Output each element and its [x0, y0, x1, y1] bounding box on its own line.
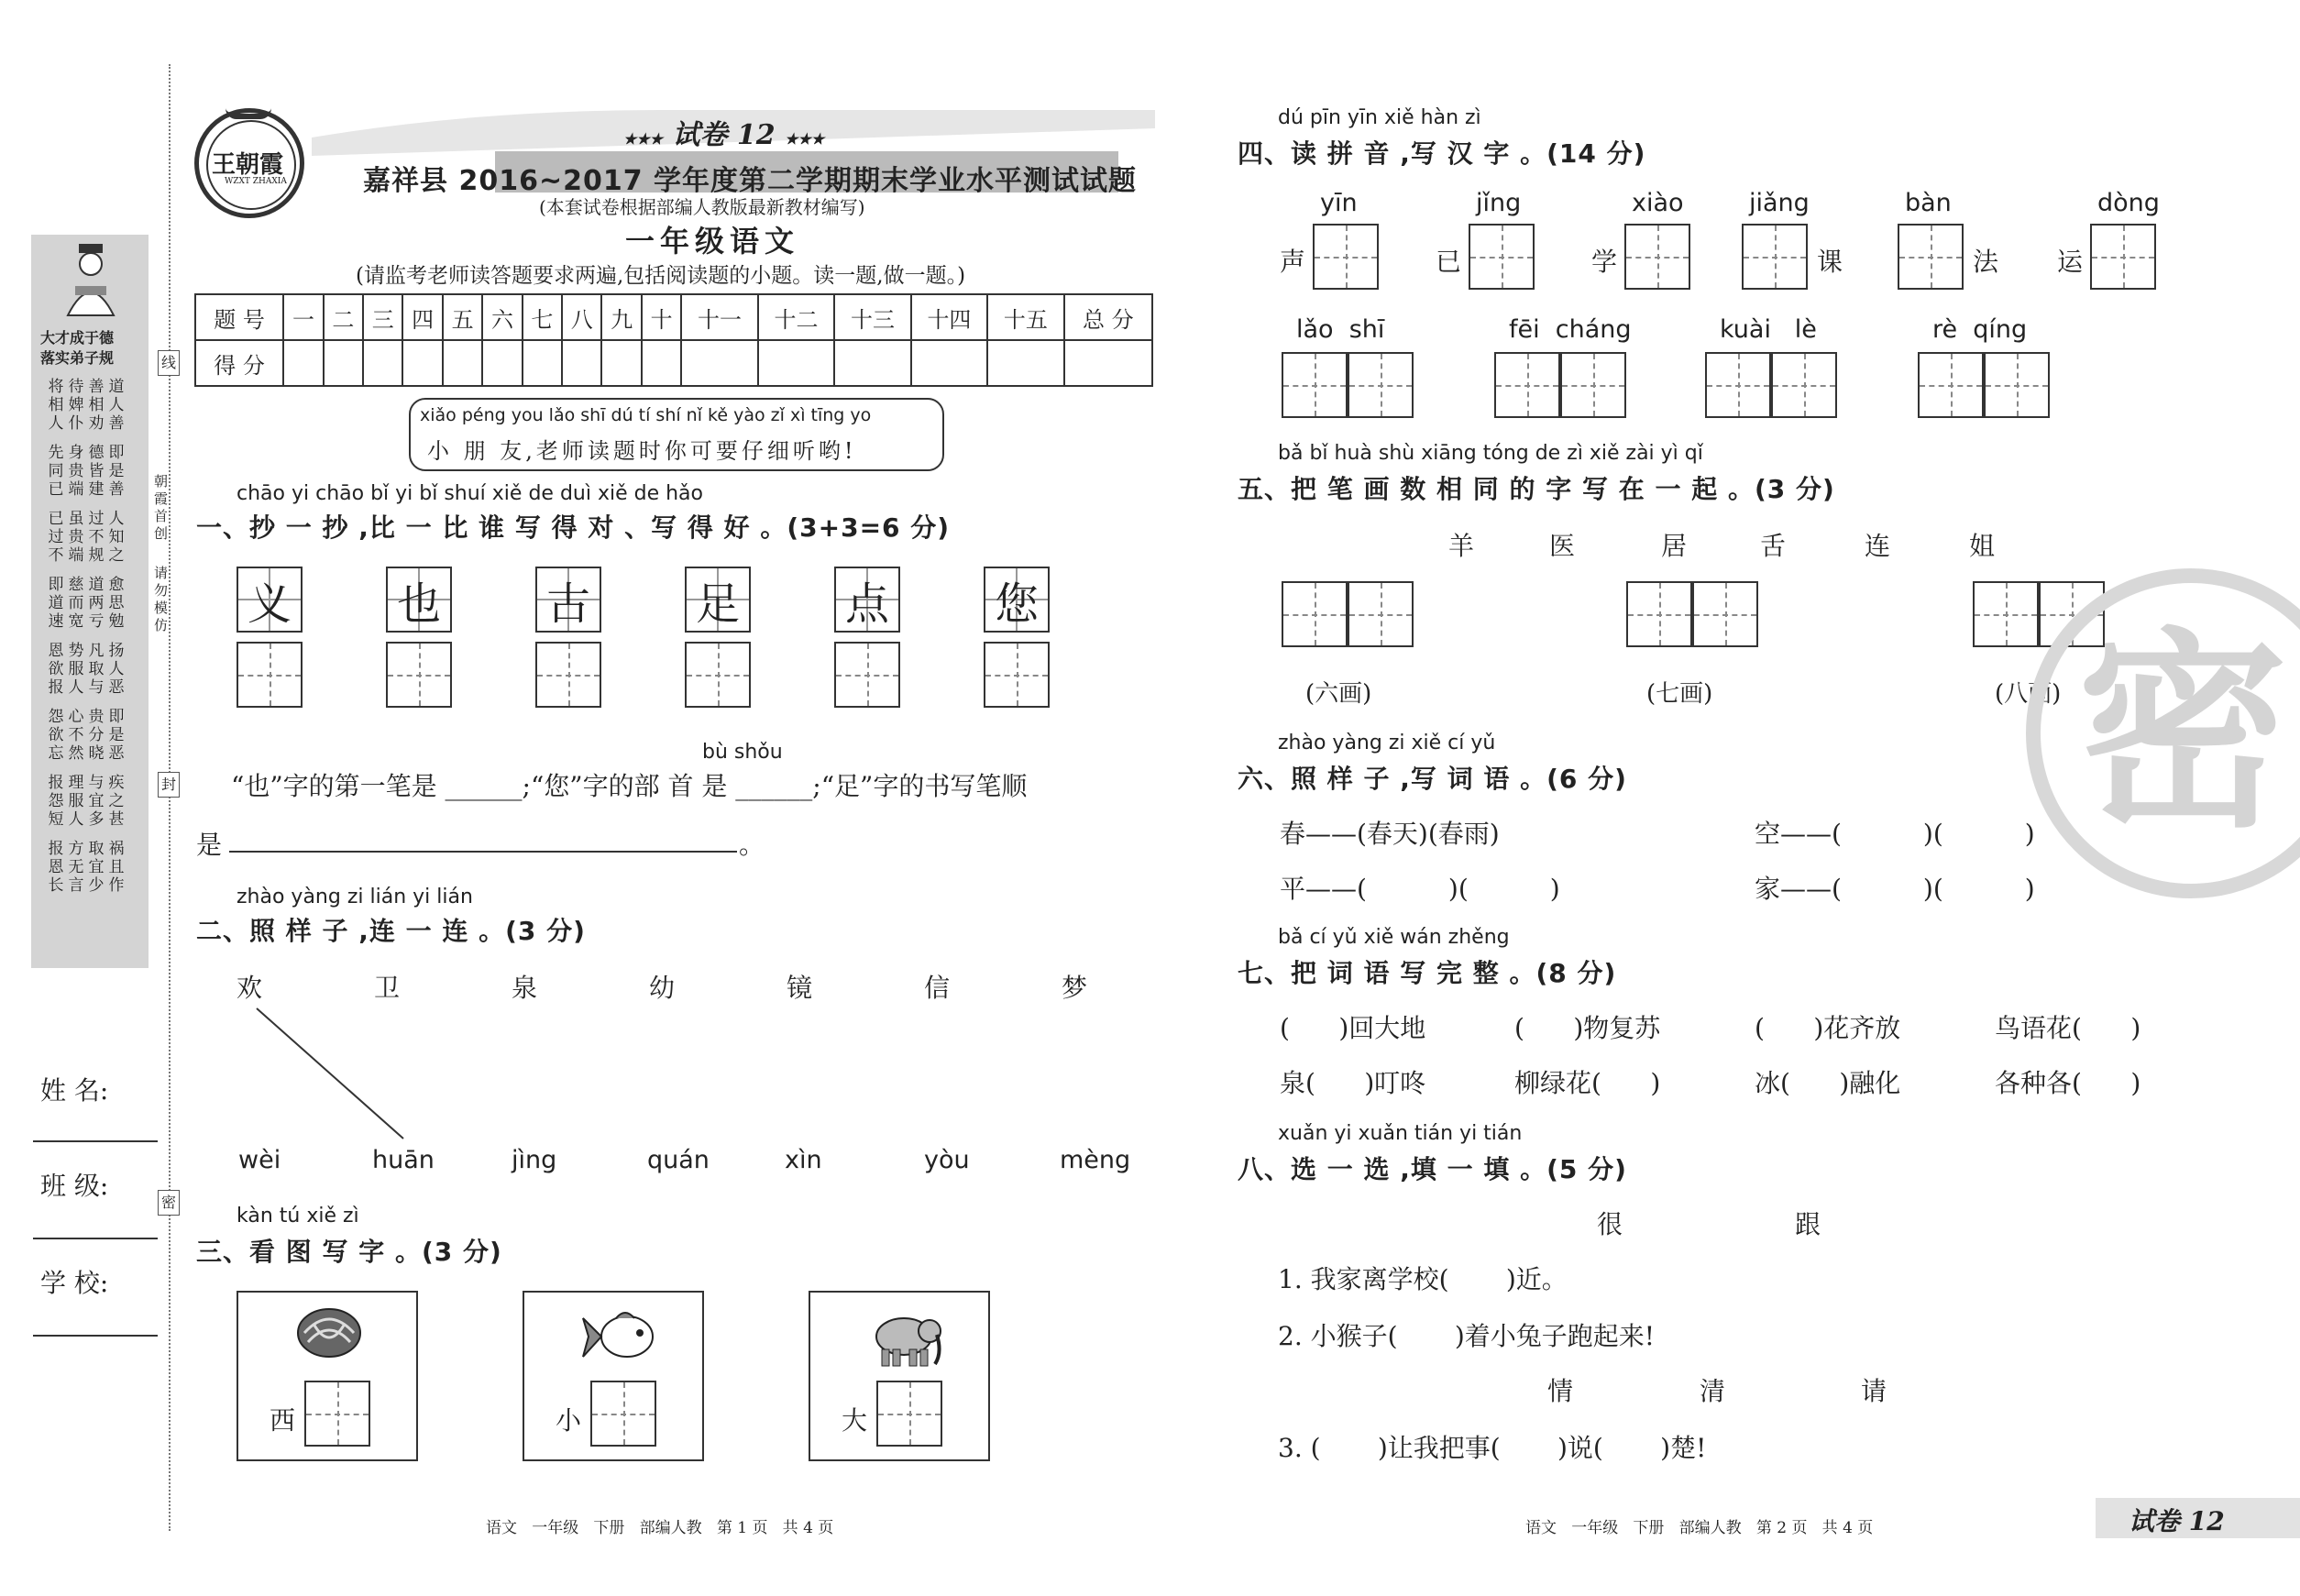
- exam-subject: 一年级语文: [625, 224, 800, 259]
- sidebar-verse-column: 即是恶: [108, 708, 125, 763]
- sidebar-verse-column: 将相人: [48, 378, 64, 433]
- sidebar-verse-column: 待婢仆: [68, 378, 84, 433]
- star-icon: ★★★: [785, 130, 825, 148]
- score-input-cell[interactable]: [523, 340, 562, 386]
- q4-answer-grid[interactable]: [1771, 352, 1837, 418]
- sidebar-verse-column: 恩欲报: [48, 642, 64, 697]
- q4-answer-grid[interactable]: [1624, 224, 1690, 290]
- q7-item[interactable]: 各种各( ): [1995, 1068, 2141, 1098]
- score-header-cell: 二: [324, 294, 363, 340]
- q5-answer-grid[interactable]: [1973, 581, 2039, 647]
- q2-example-connect-line: [248, 999, 413, 1146]
- sidebar-note-copy: 请勿模仿: [154, 565, 169, 633]
- sidebar-verse-column: 即道速: [48, 576, 64, 631]
- sidebar-verse-column: 理服人: [68, 774, 84, 829]
- score-input-cell[interactable]: [911, 340, 987, 386]
- seal-mark-seal: 封: [158, 772, 180, 798]
- q3-grid-1[interactable]: [304, 1381, 370, 1447]
- q6-item-b[interactable]: 平——( )( ): [1280, 874, 1560, 904]
- sidebar-verse-column: 疾之甚: [108, 774, 125, 829]
- exam-banner: ★★★ 试卷 12 ★★★: [623, 119, 825, 151]
- q1-model-char-grid: [386, 567, 452, 633]
- q1-question-line2-start: 是: [196, 830, 223, 860]
- score-header-cell: 十: [642, 294, 681, 340]
- q3-label-2: 小: [556, 1405, 582, 1436]
- binding-line: [169, 64, 171, 1531]
- speech-pinyin: xiǎo péng you lǎo shī dú tí shí nǐ kě yào zǐ xì tīng yo: [420, 405, 872, 425]
- q5-answer-grid[interactable]: [1692, 581, 1758, 647]
- score-input-cell[interactable]: [834, 340, 910, 386]
- score-input-cell[interactable]: [562, 340, 601, 386]
- q7-item[interactable]: 鸟语花( ): [1995, 1013, 2141, 1043]
- q2-char[interactable]: 泉: [512, 973, 538, 1003]
- q1-question-line2-end: 。: [739, 830, 765, 860]
- q4-answer-grid[interactable]: [1898, 224, 1964, 290]
- score-table: [194, 293, 1153, 387]
- score-table-header-row: [195, 294, 1152, 340]
- q1-model-char-grid: [685, 567, 751, 633]
- q1-question-line1: “也”字的第一笔是 ______;“您”字的部 首 是 ______;“足”字的书写笔顺: [231, 771, 1028, 801]
- score-header-cell: 九: [601, 294, 641, 340]
- fish-icon: [579, 1305, 658, 1366]
- score-row-label: 得 分: [195, 340, 283, 386]
- q4-suffix-char: 课: [1817, 247, 1843, 277]
- score-header-cell: 八: [562, 294, 601, 340]
- sidebar-panel: [31, 235, 169, 968]
- sidebar-verse-column: 善相劝: [88, 378, 105, 433]
- q5-stroke-label: (六画): [1305, 680, 1372, 708]
- q4-pinyin-word: fēi cháng: [1509, 315, 1632, 344]
- footer-right: 语文 一年级 下册 部编人教 第 2 页 共 4 页: [1525, 1519, 1874, 1537]
- watermelon-icon: [295, 1305, 363, 1360]
- q8-title: 八、选 一 选 ,填 一 填 。(5 分): [1238, 1154, 1627, 1184]
- q4-title: 四、读 拼 音 ,写 汉 字 。(14 分): [1238, 138, 1646, 169]
- q5-char: 医: [1549, 531, 1576, 561]
- q7-item[interactable]: ( )回大地: [1280, 1013, 1426, 1043]
- q4-answer-grid[interactable]: [1348, 352, 1414, 418]
- q2-pinyin-option[interactable]: wèi: [238, 1146, 281, 1174]
- q4-prefix-char: 学: [1591, 247, 1618, 277]
- sidebar-verse-column: 身贵端: [68, 444, 84, 499]
- q1-bushou-pinyin: bù shǒu: [702, 741, 783, 764]
- q4-answer-grid[interactable]: [1560, 352, 1626, 418]
- q8-word-qing3: 请: [1861, 1376, 1887, 1406]
- q5-answer-grid[interactable]: [1348, 581, 1414, 647]
- q1-answer-line[interactable]: [229, 851, 737, 853]
- q4-answer-grid[interactable]: [1469, 224, 1535, 290]
- secret-stamp-text: 密: [2077, 611, 2289, 856]
- sidebar-verse-column: 取宜少: [88, 840, 105, 895]
- q2-pinyin-option[interactable]: jìng: [512, 1146, 557, 1174]
- q1-model-char-grid: [834, 567, 900, 633]
- sidebar-verse-column: 道人善: [108, 378, 125, 433]
- q1-model-char: 也: [396, 578, 441, 630]
- q2-pinyin: zhào yàng zi lián yi lián: [237, 886, 473, 908]
- q5-stroke-label: (八画): [1995, 680, 2062, 708]
- q4-pinyin-item: dòng: [2097, 189, 2160, 217]
- score-header-cell: 五: [443, 294, 482, 340]
- q3-pinyin: kàn tú xiě zì: [237, 1205, 359, 1227]
- score-input-cell[interactable]: [642, 340, 681, 386]
- score-header-cell: 十四: [911, 294, 987, 340]
- score-input-cell[interactable]: [758, 340, 834, 386]
- q5-char: 舌: [1760, 531, 1787, 561]
- sidebar-verse-column: 贵分晓: [88, 708, 105, 763]
- exam-instruction: (请监考老师读答题要求两遍,包括阅读题的小题。读一题,做一题。): [356, 264, 966, 288]
- q6-title: 六、照 样 子 ,写 词 语 。(6 分): [1238, 764, 1627, 794]
- sidebar-verse-column: 心不然: [68, 708, 84, 763]
- sidebar-verse-column: 已过不: [48, 510, 64, 565]
- q5-char: 姐: [1969, 531, 1996, 561]
- sidebar-verse-column: 凡取与: [88, 642, 105, 697]
- q1-model-char-grid: [984, 567, 1050, 633]
- q1-copy-grid[interactable]: [237, 642, 303, 708]
- q1-copy-grid[interactable]: [834, 642, 900, 708]
- q5-stroke-label: (七画): [1646, 680, 1713, 708]
- scholar-figure-icon: [59, 242, 123, 320]
- score-header-cell: 一: [283, 294, 323, 340]
- sidebar-verse-column: 道两亏: [88, 576, 105, 631]
- q8-word-qing1: 情: [1547, 1376, 1574, 1406]
- sidebar-verse-column: 扬人恶: [108, 642, 125, 697]
- exam-title: 嘉祥县 2016~2017 学年度第二学期期末学业水平测试试题: [363, 165, 1138, 197]
- sidebar-verse-column: 过不规: [88, 510, 105, 565]
- class-label: 班 级:: [40, 1171, 109, 1201]
- score-input-cell[interactable]: [482, 340, 522, 386]
- q5-answer-grid[interactable]: [1626, 581, 1692, 647]
- q3-grid-2[interactable]: [590, 1381, 656, 1447]
- score-input-cell[interactable]: [601, 340, 641, 386]
- score-header-cell: 三: [363, 294, 402, 340]
- q8-word-gen: 跟: [1795, 1209, 1821, 1239]
- star-icon: ★★★: [623, 130, 664, 148]
- q4-pinyin: dú pīn yīn xiě hàn zì: [1278, 106, 1481, 129]
- q4-answer-grid[interactable]: [1918, 352, 1984, 418]
- score-header-label: 题 号: [195, 294, 283, 340]
- q3-picture-card-1: [237, 1291, 418, 1461]
- q5-title: 五、把 笔 画 数 相 同 的 字 写 在 一 起 。(3 分): [1238, 474, 1835, 504]
- sidebar-verse-column: 势服人: [68, 642, 84, 697]
- q1-copy-grid[interactable]: [984, 642, 1050, 708]
- q4-answer-grid[interactable]: [2090, 224, 2156, 290]
- q3-label-3: 大: [842, 1405, 868, 1436]
- q2-title: 二、照 样 子 ,连 一 连 。(3 分): [196, 916, 586, 946]
- q4-pinyin-item: jiǎng: [1749, 189, 1810, 217]
- sidebar-note-original: 朝霞首创: [154, 473, 169, 542]
- q7-item[interactable]: 柳绿花( ): [1514, 1068, 1661, 1098]
- q2-char[interactable]: 镜: [787, 973, 813, 1003]
- brand-logo: [194, 108, 304, 218]
- q4-pinyin-word: lǎo shī: [1296, 315, 1385, 344]
- q2-pinyin-option[interactable]: quán: [647, 1146, 710, 1174]
- q2-pinyin-option[interactable]: mèng: [1060, 1146, 1131, 1174]
- sidebar-verse-column: 怨欲忘: [48, 708, 64, 763]
- score-input-cell[interactable]: [363, 340, 402, 386]
- q4-prefix-char: 已: [1436, 247, 1462, 277]
- sidebar-motto-2: 落实弟子规: [40, 349, 115, 367]
- q1-model-char: 古: [545, 578, 590, 630]
- q3-picture-card-3: [809, 1291, 990, 1461]
- q1-model-char: 点: [844, 578, 889, 630]
- q4-pinyin-item: bàn: [1905, 189, 1952, 217]
- q4-answer-grid[interactable]: [1313, 224, 1379, 290]
- q5-char: 连: [1865, 531, 1891, 561]
- q4-answer-grid[interactable]: [1742, 224, 1808, 290]
- sidebar-verse-column: 报恩长: [48, 840, 64, 895]
- q3-grid-3[interactable]: [876, 1381, 942, 1447]
- q2-char[interactable]: 幼: [649, 973, 676, 1003]
- school-field[interactable]: [33, 1335, 158, 1337]
- footer-left: 语文 一年级 下册 部编人教 第 1 页 共 4 页: [486, 1519, 834, 1537]
- seal-mark-line: 线: [158, 350, 180, 376]
- q7-item[interactable]: 冰( )融化: [1755, 1068, 1901, 1098]
- q7-item[interactable]: ( )物复苏: [1514, 1013, 1661, 1043]
- sidebar-verse-column: 与宜多: [88, 774, 105, 829]
- sidebar-motto-1: 大才成于德: [40, 329, 115, 347]
- q5-pinyin: bǎ bǐ huà shù xiāng tóng de zì xiě zài yì qǐ: [1278, 442, 1703, 465]
- q1-title: 一、抄 一 抄 ,比 一 比 谁 写 得 对 、写 得 好 。(3+3=6 分): [196, 512, 951, 543]
- q4-pinyin-word: rè qíng: [1932, 315, 2028, 344]
- q2-pinyin-option[interactable]: huān: [372, 1146, 435, 1174]
- score-input-cell[interactable]: [402, 340, 442, 386]
- q3-picture-card-2: [523, 1291, 704, 1461]
- q7-title: 七、把 词 语 写 完 整 。(8 分): [1238, 958, 1617, 988]
- q1-pinyin: chāo yi chāo bǐ yi bǐ shuí xiě de duì xiě de hǎo: [237, 482, 703, 505]
- score-input-cell[interactable]: [1064, 340, 1152, 386]
- score-header-cell: 十一: [681, 294, 757, 340]
- brand-logo-subtext: WZXT ZHAXIA: [225, 177, 287, 186]
- sidebar-verse-column: 人知之: [108, 510, 125, 565]
- score-header-cell: 六: [482, 294, 522, 340]
- q1-copy-grid[interactable]: [535, 642, 601, 708]
- score-header-cell: 总 分: [1064, 294, 1152, 340]
- q8-word-hen: 很: [1597, 1209, 1623, 1239]
- sidebar-verse-column: 德皆建: [88, 444, 105, 499]
- score-table-score-row: [195, 340, 1152, 386]
- exam-subtitle: (本套试卷根据部编人教版最新教材编写): [539, 196, 865, 218]
- score-header-cell: 四: [402, 294, 442, 340]
- q2-char[interactable]: 梦: [1062, 973, 1088, 1003]
- q5-answer-grid[interactable]: [1282, 581, 1348, 647]
- sidebar-verse-column: 祸且作: [108, 840, 125, 895]
- q4-pinyin-item: jǐng: [1476, 189, 1522, 217]
- seal-mark-secret: 密: [158, 1190, 180, 1216]
- score-header-cell: 七: [523, 294, 562, 340]
- score-header-cell: 十五: [987, 294, 1063, 340]
- score-input-cell[interactable]: [324, 340, 363, 386]
- q5-char: 羊: [1448, 531, 1475, 561]
- q8-sentence-3[interactable]: 3. ( )让我把事( )说( )楚!: [1278, 1433, 1707, 1463]
- q1-copy-grid[interactable]: [685, 642, 751, 708]
- sidebar-verse-column: 愈思勉: [108, 576, 125, 631]
- brand-logo-text: 王朝霞: [212, 151, 284, 179]
- q2-char[interactable]: 信: [924, 973, 951, 1003]
- sidebar-verse-column: 虽贵端: [68, 510, 84, 565]
- q8-sentence-2[interactable]: 2. 小猴子( )着小兔子跑起来!: [1278, 1321, 1656, 1351]
- q3-title: 三、看 图 写 字 。(3 分): [196, 1237, 502, 1267]
- q1-model-char-grid: [237, 567, 303, 633]
- score-input-cell[interactable]: [443, 340, 482, 386]
- q4-prefix-char: 声: [1280, 247, 1306, 277]
- elephant-icon: [865, 1307, 944, 1371]
- q8-pinyin: xuǎn yi xuǎn tián yi tián: [1278, 1122, 1523, 1145]
- score-input-cell[interactable]: [987, 340, 1063, 386]
- q4-answer-grid[interactable]: [1984, 352, 2050, 418]
- q7-pinyin: bǎ cí yǔ xiě wán zhěng: [1278, 926, 1510, 949]
- q4-answer-grid[interactable]: [1494, 352, 1560, 418]
- q6-example: 春——(春天)(春雨): [1280, 819, 1500, 849]
- speech-text: 小 朋 友,老师读题时你可要仔细听哟!: [427, 438, 857, 464]
- score-header-cell: 十三: [834, 294, 910, 340]
- footer-tag: 试卷 12: [2129, 1506, 2225, 1536]
- q1-model-char: 义: [247, 578, 292, 630]
- q2-pinyin-option[interactable]: yòu: [924, 1146, 970, 1174]
- name-field[interactable]: [33, 1140, 158, 1142]
- q3-label-1: 西: [270, 1405, 296, 1436]
- school-label: 学 校:: [40, 1268, 109, 1298]
- q4-prefix-char: 运: [2057, 247, 2084, 277]
- q6-item-c[interactable]: 家——( )( ): [1755, 874, 2035, 904]
- q1-copy-grid[interactable]: [386, 642, 452, 708]
- q6-item-a[interactable]: 空——( )( ): [1755, 819, 2035, 849]
- q7-item[interactable]: ( )花齐放: [1755, 1013, 1901, 1043]
- class-field[interactable]: [33, 1238, 158, 1239]
- q4-answer-grid[interactable]: [1282, 352, 1348, 418]
- score-header-cell: 十二: [758, 294, 834, 340]
- q8-sentence-1[interactable]: 1. 我家离学校( )近。: [1278, 1264, 1568, 1294]
- q2-char[interactable]: 卫: [374, 973, 401, 1003]
- q6-pinyin: zhào yàng zi xiě cí yǔ: [1278, 732, 1496, 754]
- speech-bubble: [409, 398, 944, 471]
- q4-pinyin-item: yīn: [1320, 189, 1358, 217]
- score-input-cell[interactable]: [283, 340, 323, 386]
- q2-pinyin-option[interactable]: xìn: [785, 1146, 822, 1174]
- q1-model-char: 您: [994, 578, 1039, 630]
- sidebar-verse-column: 即是善: [108, 444, 125, 499]
- q1-model-char: 足: [695, 578, 740, 630]
- q5-char: 居: [1661, 531, 1688, 561]
- sidebar-verse-column: 报怨短: [48, 774, 64, 829]
- q8-word-qing2: 清: [1700, 1376, 1726, 1406]
- crown-icon: [226, 92, 271, 119]
- q4-pinyin-word: kuài lè: [1720, 315, 1817, 344]
- q2-char[interactable]: 欢: [237, 973, 263, 1003]
- q4-answer-grid[interactable]: [1705, 352, 1771, 418]
- q4-suffix-char: 法: [1973, 247, 1999, 277]
- sidebar-verse-column: 方无言: [68, 840, 84, 895]
- score-input-cell[interactable]: [681, 340, 757, 386]
- name-label: 姓 名:: [40, 1075, 109, 1106]
- q4-pinyin-item: xiào: [1632, 189, 1684, 217]
- sidebar-verse-column: 慈而宽: [68, 576, 84, 631]
- sidebar-verse-column: 先同已: [48, 444, 64, 499]
- q7-item[interactable]: 泉( )叮咚: [1280, 1068, 1426, 1098]
- q1-model-char-grid: [535, 567, 601, 633]
